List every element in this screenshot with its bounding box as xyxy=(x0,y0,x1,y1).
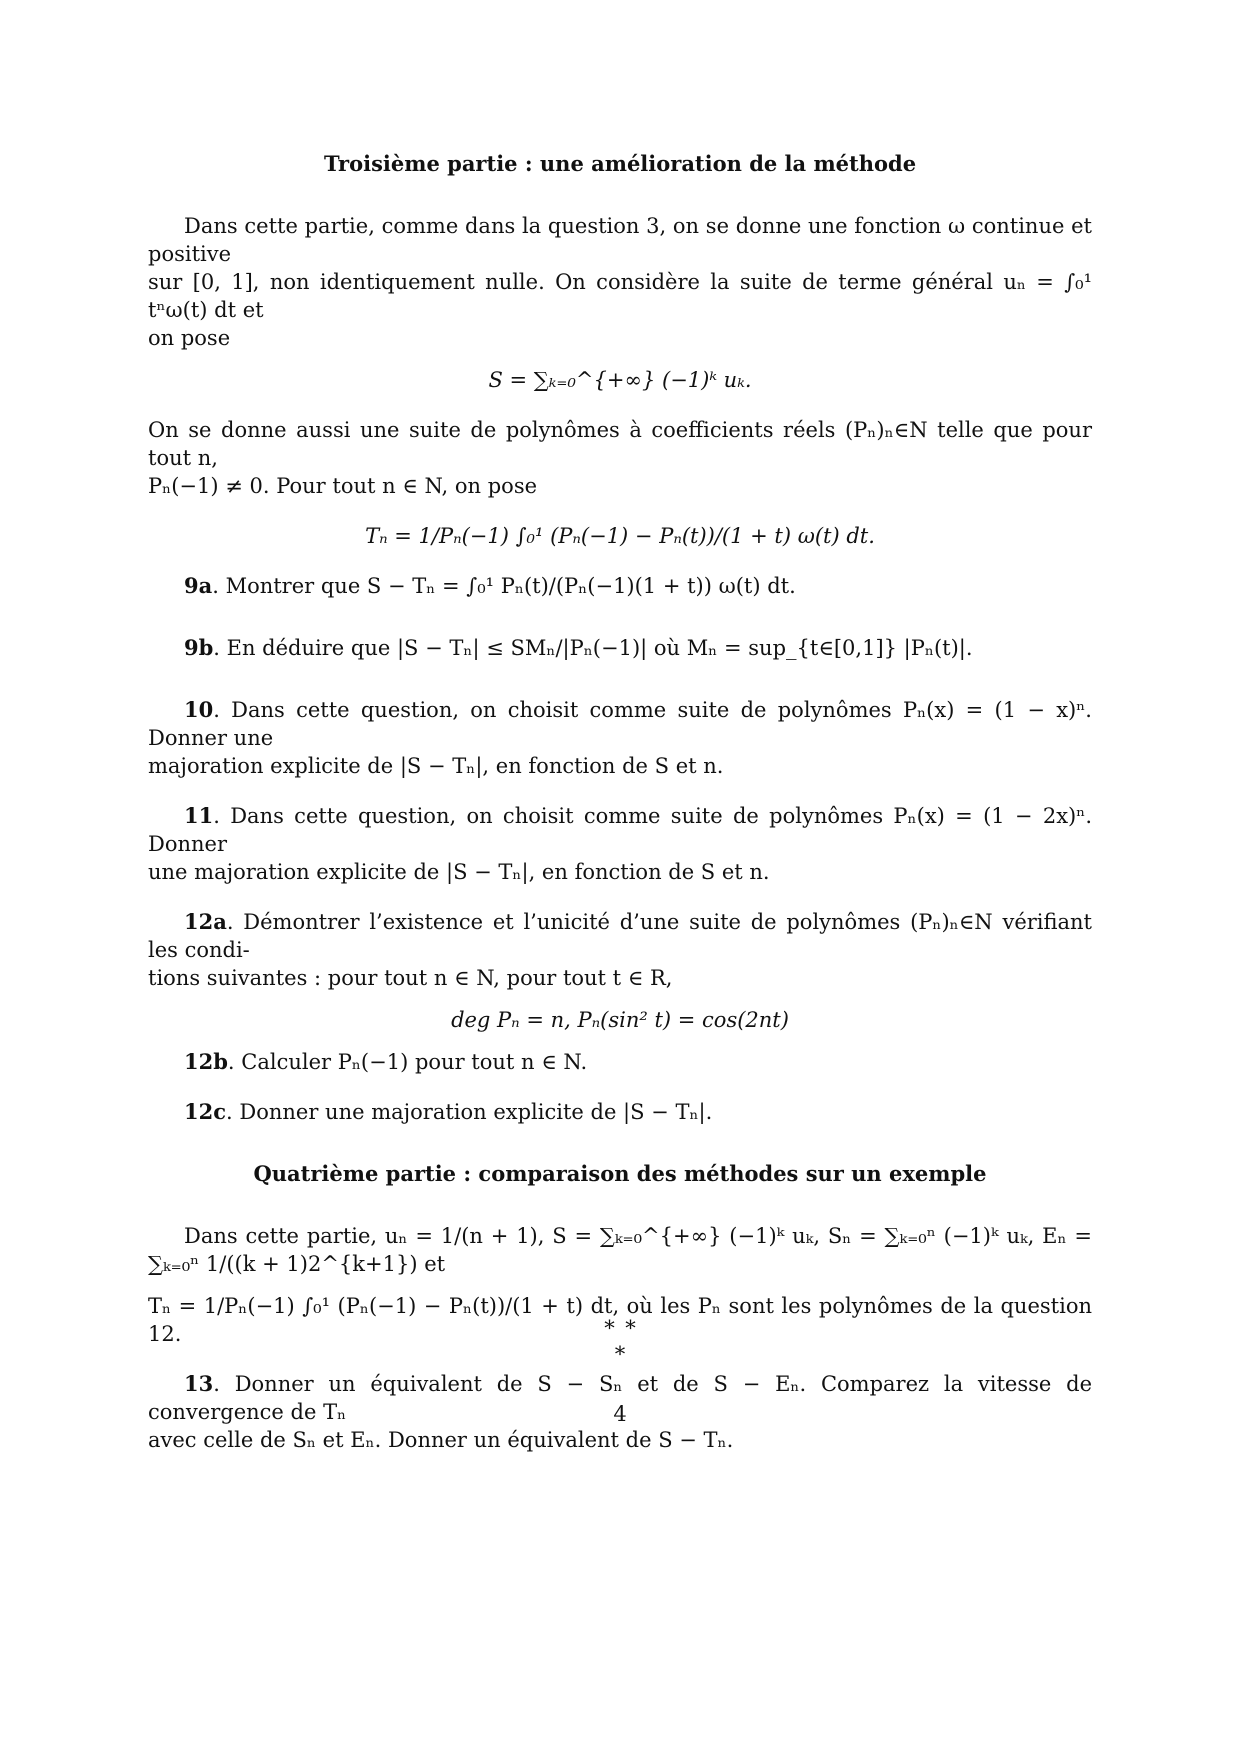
question-11-line1: . Dans cette question, on choisit comme suite de polynômes Pₙ(x) = (1 − 2x)ⁿ. Donner xyxy=(148,804,1092,856)
question-10-line1: . Dans cette question, on choisit comme suite de polynômes Pₙ(x) = (1 − x)ⁿ. Donner une xyxy=(148,698,1092,750)
question-12a-line1: . Démontrer l’existence et l’unicité d’une suite de polynômes (Pₙ)ₙ∈N vérifiant les condi- xyxy=(148,910,1092,962)
question-13-label: 13 xyxy=(184,1371,214,1396)
part3-intro-line2: sur [0, 1], non identiquement nulle. On considère la suite de terme général uₙ = ∫₀¹ tⁿω(t) dt et xyxy=(148,270,1092,322)
question-12c xyxy=(148,1098,1092,1126)
question-12b-text: . Calculer Pₙ(−1) pour tout n ∈ N. xyxy=(227,1050,588,1074)
question-9b-label: 9b xyxy=(184,635,214,660)
question-9a-text: . Montrer que S − Tₙ = ∫₀¹ Pₙ(t)/(Pₙ(−1)(1 + t)) ω(t) dt. xyxy=(212,574,796,598)
question-12b-label: 12b xyxy=(184,1049,228,1074)
page-content xyxy=(148,150,1092,1454)
part3-poly-line1: On se donne aussi une suite de polynômes à coefficients réels (Pₙ)ₙ∈N telle que pour tout n, xyxy=(148,418,1092,470)
part4-intro-line1: Dans cette partie, uₙ = 1/(n + 1), S = ∑ₖ₌₀^{+∞} (−1)ᵏ uₖ, Sₙ = ∑ₖ₌₀ⁿ (−1)ᵏ uₖ, Eₙ = ∑ₖ₌₀ⁿ 1/((k + 1)2^{k+1}) et xyxy=(148,1224,1092,1276)
question-13-line1: . Donner un équivalent de S − Sₙ et de S − Eₙ. Comparez la vitesse de convergence de Tₙ xyxy=(148,1372,1092,1424)
question-12a-label: 12a xyxy=(184,909,227,934)
question-9b xyxy=(148,634,1092,662)
formula-S: S = ∑ₖ₌₀^{+∞} (−1)ᵏ uₖ. xyxy=(488,368,752,392)
question-11-line2: une majoration explicite de |S − Tₙ|, en fonction de S et n. xyxy=(148,860,770,884)
part3-intro-line3: on pose xyxy=(148,326,231,350)
question-11 xyxy=(148,802,1092,858)
part4-intro-line2: Tₙ = 1/Pₙ(−1) ∫₀¹ (Pₙ(−1) − Pₙ(t))/(1 + t) dt, où les Pₙ sont les polynômes de la question 12. xyxy=(148,1294,1092,1346)
question-12c-label: 12c xyxy=(184,1099,227,1124)
end-stars-top: ∗ ∗ xyxy=(602,1312,638,1336)
question-12c-text: . Donner une majoration explicite de |S − Tₙ|. xyxy=(226,1100,713,1124)
page-number: 4 xyxy=(613,1402,627,1426)
formula-12a: deg Pₙ = n, Pₙ(sin² t) = cos(2nt) xyxy=(451,1008,789,1032)
question-11-label: 11 xyxy=(184,803,214,828)
question-12a xyxy=(148,908,1092,964)
question-9b-text: . En déduire que |S − Tₙ| ≤ SMₙ/|Pₙ(−1)| où Mₙ = sup_{t∈[0,1]} |Pₙ(t)|. xyxy=(213,636,973,660)
question-9a-label: 9a xyxy=(184,573,213,598)
question-9a xyxy=(148,572,1092,600)
formula-Tn: Tₙ = 1/Pₙ(−1) ∫₀¹ (Pₙ(−1) − Pₙ(t))/(1 + t) ω(t) dt. xyxy=(365,524,875,548)
question-10-label: 10 xyxy=(184,697,214,722)
question-13-line2: avec celle de Sₙ et Eₙ. Donner un équivalent de S − Tₙ. xyxy=(148,1428,734,1452)
question-10 xyxy=(148,696,1092,752)
part3-heading: Troisième partie : une amélioration de la méthode xyxy=(323,151,917,176)
question-12a-line2: tions suivantes : pour tout n ∈ N, pour tout t ∈ R, xyxy=(148,966,673,990)
end-stars-bottom: ∗ xyxy=(612,1338,628,1362)
part3-poly-line2: Pₙ(−1) ≠ 0. Pour tout n ∈ N, on pose xyxy=(148,474,538,498)
part3-intro-line1: Dans cette partie, comme dans la question 3, on se donne une fonction ω continue et positive xyxy=(148,214,1092,266)
question-10-line2: majoration explicite de |S − Tₙ|, en fonction de S et n. xyxy=(148,754,724,778)
part4-heading: Quatrième partie : comparaison des méthodes sur un exemple xyxy=(253,1161,987,1186)
question-12b xyxy=(148,1048,1092,1076)
